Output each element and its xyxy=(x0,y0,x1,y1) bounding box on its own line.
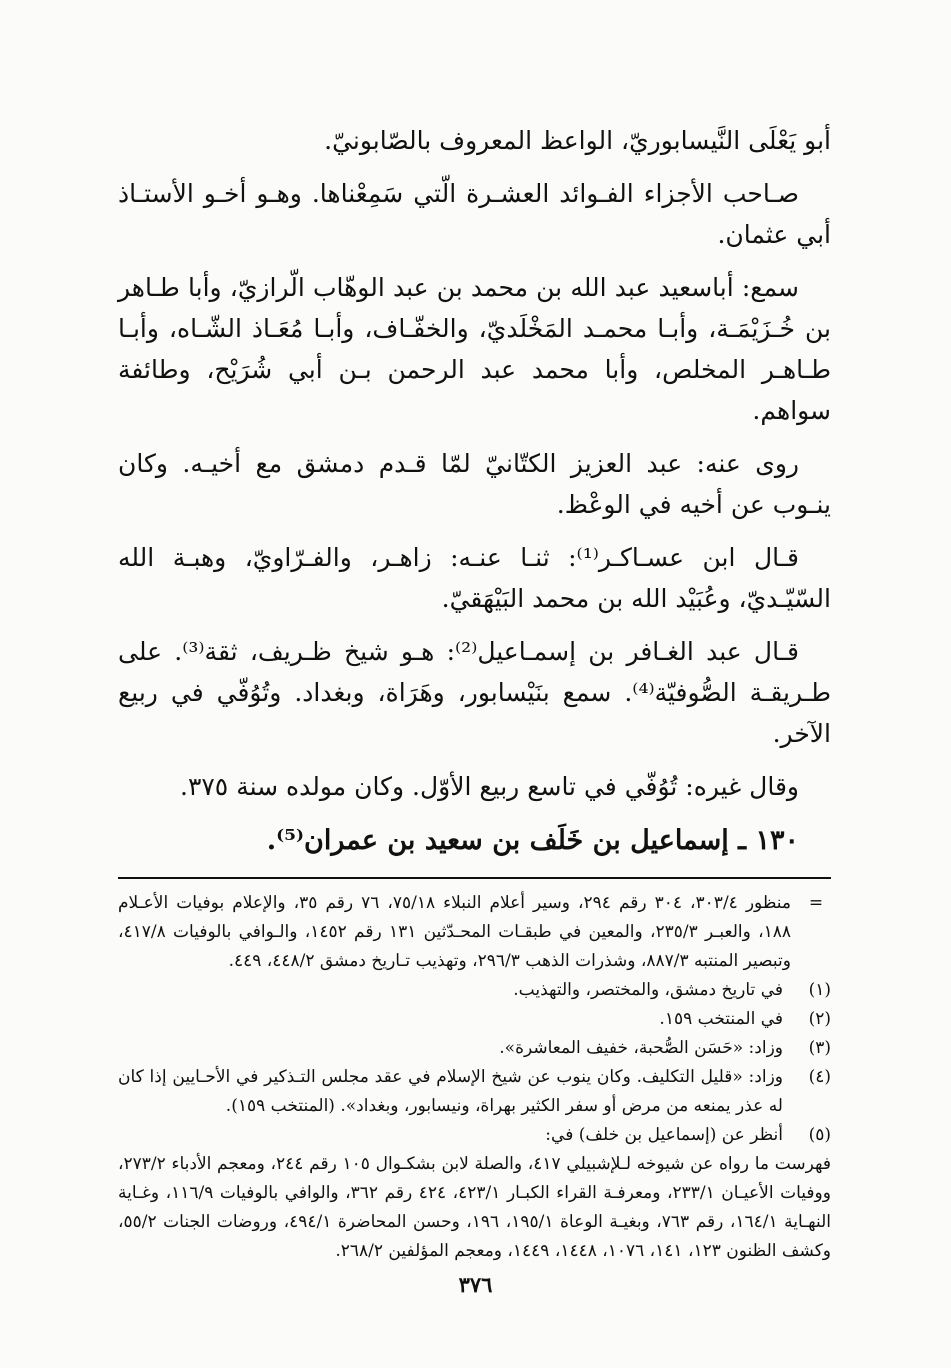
footnote-continuation xyxy=(118,889,831,976)
footnote-divider xyxy=(118,877,831,879)
footnote-3 xyxy=(118,1034,831,1063)
footnote-text: وزاد: «حَسَن الصُّحبة، خفيف المعاشرة». xyxy=(499,1038,783,1058)
footnote-text: في تاريخ دمشق، والمختصر، والتهذيب. xyxy=(513,980,783,1000)
continuation-marker: = xyxy=(808,893,824,913)
footnote-number: (٢) xyxy=(808,1009,831,1029)
paragraph-5: قـال ابن عسـاكـر⁽¹⁾: ثنـا عنـه: زاهـر، والفـرّاويّ، وهبـة الله السّيّـديّ، وعُبَيْد الله بن محمد البَيْهَقيّ. xyxy=(118,543,831,613)
footnote-continuation-text: منظور ٣٠٣/٤، ٣٠٤ رقم ٢٩٤، وسير أعلام النبلاء ٧٥/١٨، ٧٦ رقم ٣٥، والإعلام بوفيات الأعـلام ١٨٨، والعبـر ٢٣٥/٣، والمعين في طبقـات المحـدّثين ١٣١ رقم ١٤٥٢، والـوافي بالوفيات ٤١٧/٨، وتبصير المنتبه ٨٨٧/٣، وشذرات الذهب ٢٩٦/٣، وتهذيب تـاريخ دمشق ٤٤٨/٢، ٤٤٩. xyxy=(118,893,792,971)
footnote-number: (٣) xyxy=(808,1038,831,1058)
footnote-number: (٥) xyxy=(808,1125,831,1145)
footnote-text: أنظر عن (إسماعيل بن خلف) في: xyxy=(545,1125,783,1145)
paragraph-7: وقال غيره: تُوُفّي في تاسع ربيع الأوّل. وكان مولده سنة ٣٧٥. xyxy=(180,772,799,801)
footnote-5-body: فهرست ما رواه عن شيوخه لـلإشبيلي ٤١٧، والصلة لابن بشكـوال ١٠٥ رقم ٢٤٤، ومعجم الأدباء ٢٧٣/٢، ووفيات الأعيـان ٢٣٣/١، ومعرفـة القراء الكبـار ٤٢٣/١، ٤٢٤ رقم ٣٦٢، والوافي بالوفيات ١١٦/٩، وغـاية النهـاية ١٦٤/١، رقم ٧٦٣، وبغيـة الوعاة ١٩٥/١، ١٩٦، وحسن المحاضرة ٤٩٤/١، وروضات الجنات ٥٥/٢، وكشف الظنون ١٢٣، ١٤١، ١٠٧٦، ١٤٤٨، ١٤٤٩، ومعجم المؤلفين ٢٦٨/٢. xyxy=(118,1154,831,1261)
paragraph-6: قـال عبد الغـافر بن إسمـاعيل⁽²⁾: هـو شيخ ظـريف، ثقة⁽³⁾. على طـريقـة الصُّوفيّة⁽⁴⁾. سمع بنَيْسابور، وهَرَاة، وبغداد. وتُوُفّي في ربيع الآخر. xyxy=(118,637,831,748)
paragraph-2: صـاحب الأجزاء الفـوائد العشـرة الّتي سَمِعْناها. وهـو أخـو الأستـاذ أبي عثمان. xyxy=(118,179,831,249)
page-number: ٣٧٦ xyxy=(458,1272,493,1297)
footnote-list xyxy=(118,976,831,1150)
paragraph-3: سمع: أباسعيد عبد الله بن محمد بن عبد الوهّاب الّرازيّ، وأبا طـاهر بن خُـزَيْمَـة، وأبـا محمـد المَخْلَديّ، والخفّـاف، وأبـا مُعَـاذ الشّـاه، وأبـا طـاهـر المخلص، وأبا محمد عبد الرحمن بـن أبي شُرَيْح، وطائفة سواهم. xyxy=(118,273,831,425)
footnote-number: (٤) xyxy=(808,1067,831,1087)
page-body xyxy=(118,120,831,1266)
footnote-4 xyxy=(118,1063,831,1121)
paragraph-1: أبو يَعْلَى النَّيسابوريّ، الواعظ المعروف بالصّابونيّ. xyxy=(324,126,831,155)
entry-heading: ١٣٠ ـ إسماعيل بن خَلَف بن سعيد بن عمران⁽⁵⁾. xyxy=(266,825,799,856)
footnote-2 xyxy=(118,1005,831,1034)
footnote-5 xyxy=(118,1121,831,1150)
footnote-text: في المنتخب ١٥٩. xyxy=(659,1009,783,1029)
footnote-1 xyxy=(118,976,831,1005)
footnote-number: (١) xyxy=(808,980,831,1000)
paragraph-4: روى عنه: عبد العزيز الكتّانيّ لمّا قـدم دمشق مع أخيـه. وكان ينـوب عن أخيه في الوعْظ. xyxy=(118,449,831,519)
footnote-text: وزاد: «قليل التكليف. وكان ينوب عن شيخ الإسلام في عقد مجلس التـذكير في الأحـايين إذا كان له عذر يمنعه من مرض أو سفر الكثير بهراة، ونيسابور، وبغداد». (المنتخب ١٥٩). xyxy=(118,1067,783,1116)
